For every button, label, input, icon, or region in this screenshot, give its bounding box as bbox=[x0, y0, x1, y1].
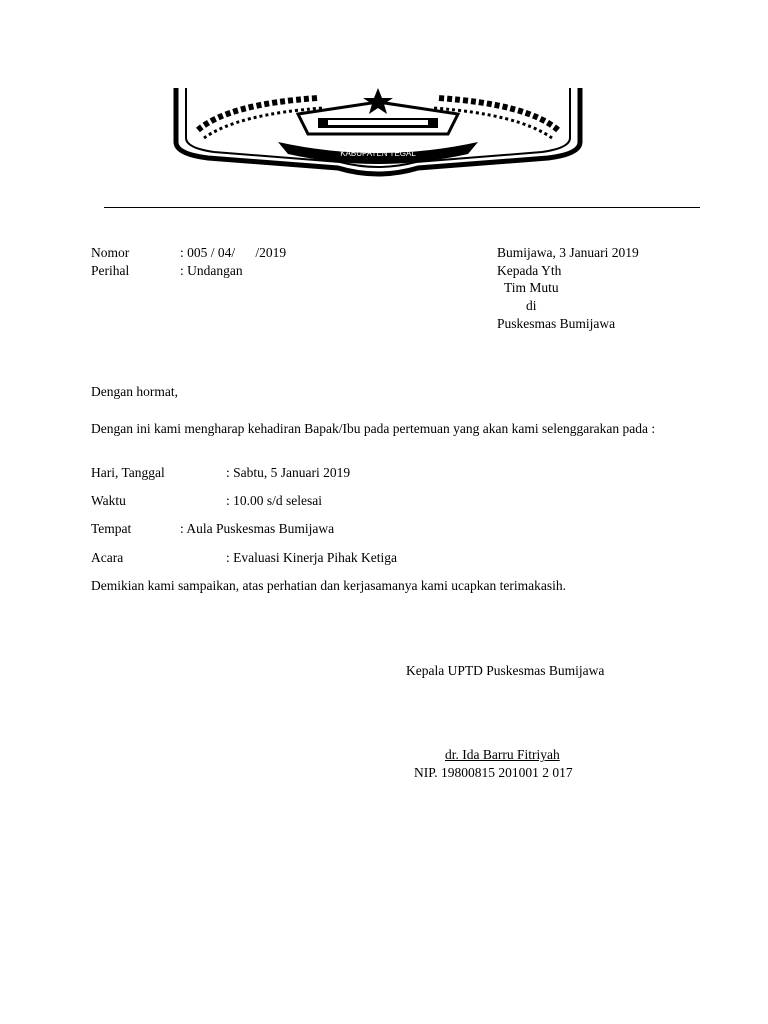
detail-value: : Sabtu, 5 Januari 2019 bbox=[226, 465, 351, 480]
detail-label: Acara bbox=[91, 550, 124, 565]
recipient-address: Puskesmas Bumijawa bbox=[497, 316, 616, 331]
header-divider bbox=[104, 207, 700, 208]
recipient-name: Tim Mutu bbox=[504, 280, 559, 295]
detail-label: Hari, Tanggal bbox=[91, 465, 165, 480]
emblem-banner-text: KABUPATEN TEGAL bbox=[340, 149, 416, 158]
kabupaten-emblem-logo bbox=[168, 84, 588, 180]
recipient-to: Kepada Yth bbox=[497, 263, 562, 278]
detail-value: : Aula Puskesmas Bumijawa bbox=[180, 521, 335, 536]
detail-value: : Evaluasi Kinerja Pihak Ketiga bbox=[226, 550, 397, 565]
nomor-value: : 005 / 04/ /2019 bbox=[180, 245, 287, 260]
signature-name: dr. Ida Barru Fitriyah bbox=[445, 747, 560, 762]
detail-value: : 10.00 s/d selesai bbox=[226, 493, 322, 508]
signature-title: Kepala UPTD Puskesmas Bumijawa bbox=[406, 663, 605, 678]
place-date: Bumijawa, 3 Januari 2019 bbox=[497, 245, 639, 260]
recipient-di: di bbox=[526, 298, 537, 313]
nomor-label: Nomor bbox=[91, 245, 130, 260]
perihal-value: : Undangan bbox=[180, 263, 243, 278]
perihal-label: Perihal bbox=[91, 263, 130, 278]
intro-paragraph: Dengan ini kami mengharap kehadiran Bapak/Ibu pada pertemuan yang akan kami selenggarakan pada : bbox=[91, 421, 656, 436]
signature-nip: NIP. 19800815 201001 2 017 bbox=[414, 765, 573, 780]
detail-label: Tempat bbox=[91, 521, 132, 536]
closing-sentence: Demikian kami sampaikan, atas perhatian dan kerjasamanya kami ucapkan terimakasih. bbox=[91, 578, 566, 593]
detail-label: Waktu bbox=[91, 493, 126, 508]
greeting: Dengan hormat, bbox=[91, 384, 178, 399]
